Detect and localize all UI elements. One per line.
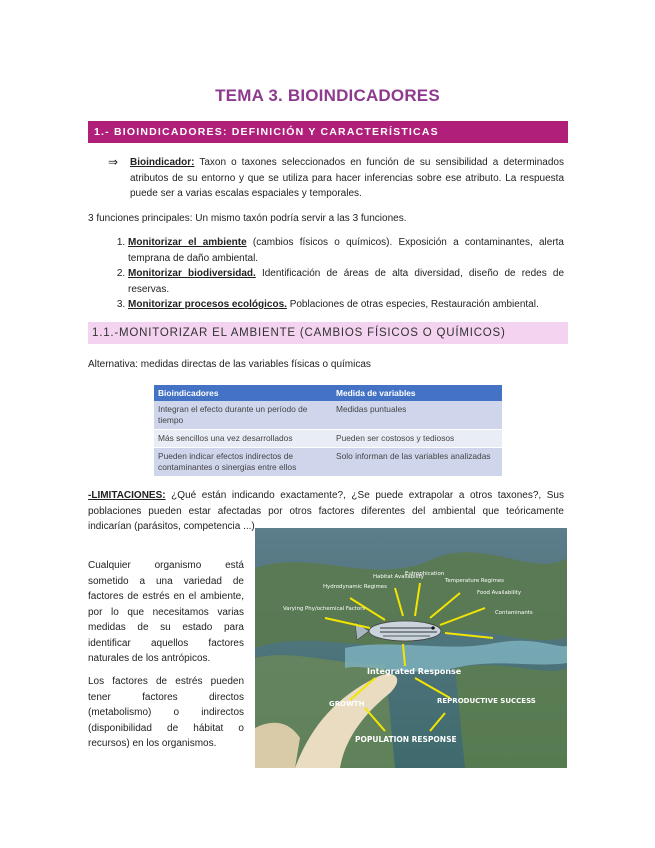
label-population: POPULATION RESPONSE: [355, 735, 457, 744]
comparison-table: [154, 385, 502, 477]
functions-intro: 3 funciones principales: Un mismo taxón podría servir a las 3 funciones.: [88, 213, 407, 224]
definition-term: Bioindicador:: [130, 157, 195, 168]
table-header-cell: Medida de variables: [332, 385, 502, 401]
table-cell: Más sencillos una vez desarrollados: [154, 430, 332, 448]
function-term: Monitorizar procesos ecológicos.: [128, 299, 287, 310]
table-header-cell: Bioindicadores: [154, 385, 332, 401]
table-header-row: [154, 385, 502, 401]
label-eutrophication: Eutrophication: [405, 571, 445, 577]
estuary-figure: [255, 528, 567, 768]
table-cell: Pueden indicar efectos indirectos de contaminantes o sinergias entre ellos: [154, 448, 332, 477]
function-text: Poblaciones de otras especies, Restauración ambiental.: [286, 299, 539, 310]
label-physchem: Varying Phy/ochemical Factors: [283, 606, 366, 612]
label-growth: GROWTH: [329, 700, 365, 708]
function-term: Monitorizar biodiversidad.: [128, 268, 256, 279]
functions-list: [98, 235, 564, 313]
definition-text: Taxon o taxones seleccionados en función de su sensibilidad a determinados atributos de su entorno y que se utiliza para hacer inferencias sobre ese atributo. La respuesta puede ser a varias escalas espaciales y temporales.: [130, 157, 564, 199]
function-text: Identificación de áreas de alta diversidad, diseño de redes de reservas.: [128, 268, 565, 295]
list-item: [128, 297, 564, 313]
table-row: [154, 401, 502, 430]
marsh-area: [455, 665, 567, 768]
estuary-diagram: [255, 528, 567, 768]
label-habitat: Habitat Availability: [373, 574, 424, 580]
label-hydrodynamic: Hydrodynamic Regimes: [323, 584, 387, 590]
label-integrated-response: Integrated Response: [367, 667, 462, 676]
table-cell: Pueden ser costosos y tediosos: [332, 430, 502, 448]
list-item: [128, 266, 564, 297]
table-row: [154, 448, 502, 477]
table-cell: Medidas puntuales: [332, 401, 502, 430]
arrow-icon: ⇒: [108, 155, 119, 169]
label-contaminants: Contaminants: [495, 610, 533, 616]
table-row: [154, 430, 502, 448]
limitations-text: ¿Qué están indicando exactamente?, ¿Se puede extrapolar a otros taxones?, Sus poblaciones pueden estar afectadas por otros factores diferentes del ambiental que teóricamente indicarían (parásitos, competencia ...): [88, 490, 564, 532]
function-text: (cambios físicos o químicos). Exposición a contaminantes, alerta temprana de daño ambiental.: [128, 237, 564, 264]
list-item: [128, 235, 564, 266]
stress-paragraph: Cualquier organismo está sometido a una variedad de factores de estrés en el ambiente, por lo que necesitamos varias medidas de su estado para identificar aquellos factores naturales de los antrópicos.: [88, 560, 244, 664]
label-temperature: Temperature Regimes: [445, 578, 504, 584]
definition-paragraph: [130, 155, 564, 202]
page-title: TEMA 3. BIOINDICADORES: [215, 86, 440, 105]
table-cell: Integran el efecto durante un período de tiempo: [154, 401, 332, 430]
function-term: Monitorizar el ambiente: [128, 237, 247, 248]
alternative-text: Alternativa: medidas directas de las variables físicas o químicas: [88, 359, 371, 370]
table-cell: Solo informan de las variables analizadas: [332, 448, 502, 477]
section-heading-1-1: 1.1.-MONITORIZAR EL AMBIENTE (CAMBIOS FÍSICOS O QUÍMICOS): [88, 322, 568, 344]
limitations-heading: -LIMITACIONES:: [88, 490, 166, 501]
label-food: Food Availability: [477, 590, 522, 596]
section-heading-1: 1.- BIOINDICADORES: DEFINICIÓN Y CARACTERÍSTICAS: [88, 121, 568, 143]
label-reproductive: REPRODUCTIVE SUCCESS: [437, 697, 536, 705]
stress-factors-paragraph: Los factores de estrés pueden tener factores directos (metabolismo) o indirectos (disponibilidad de hábitat o recursos) en los organismos.: [88, 676, 244, 749]
